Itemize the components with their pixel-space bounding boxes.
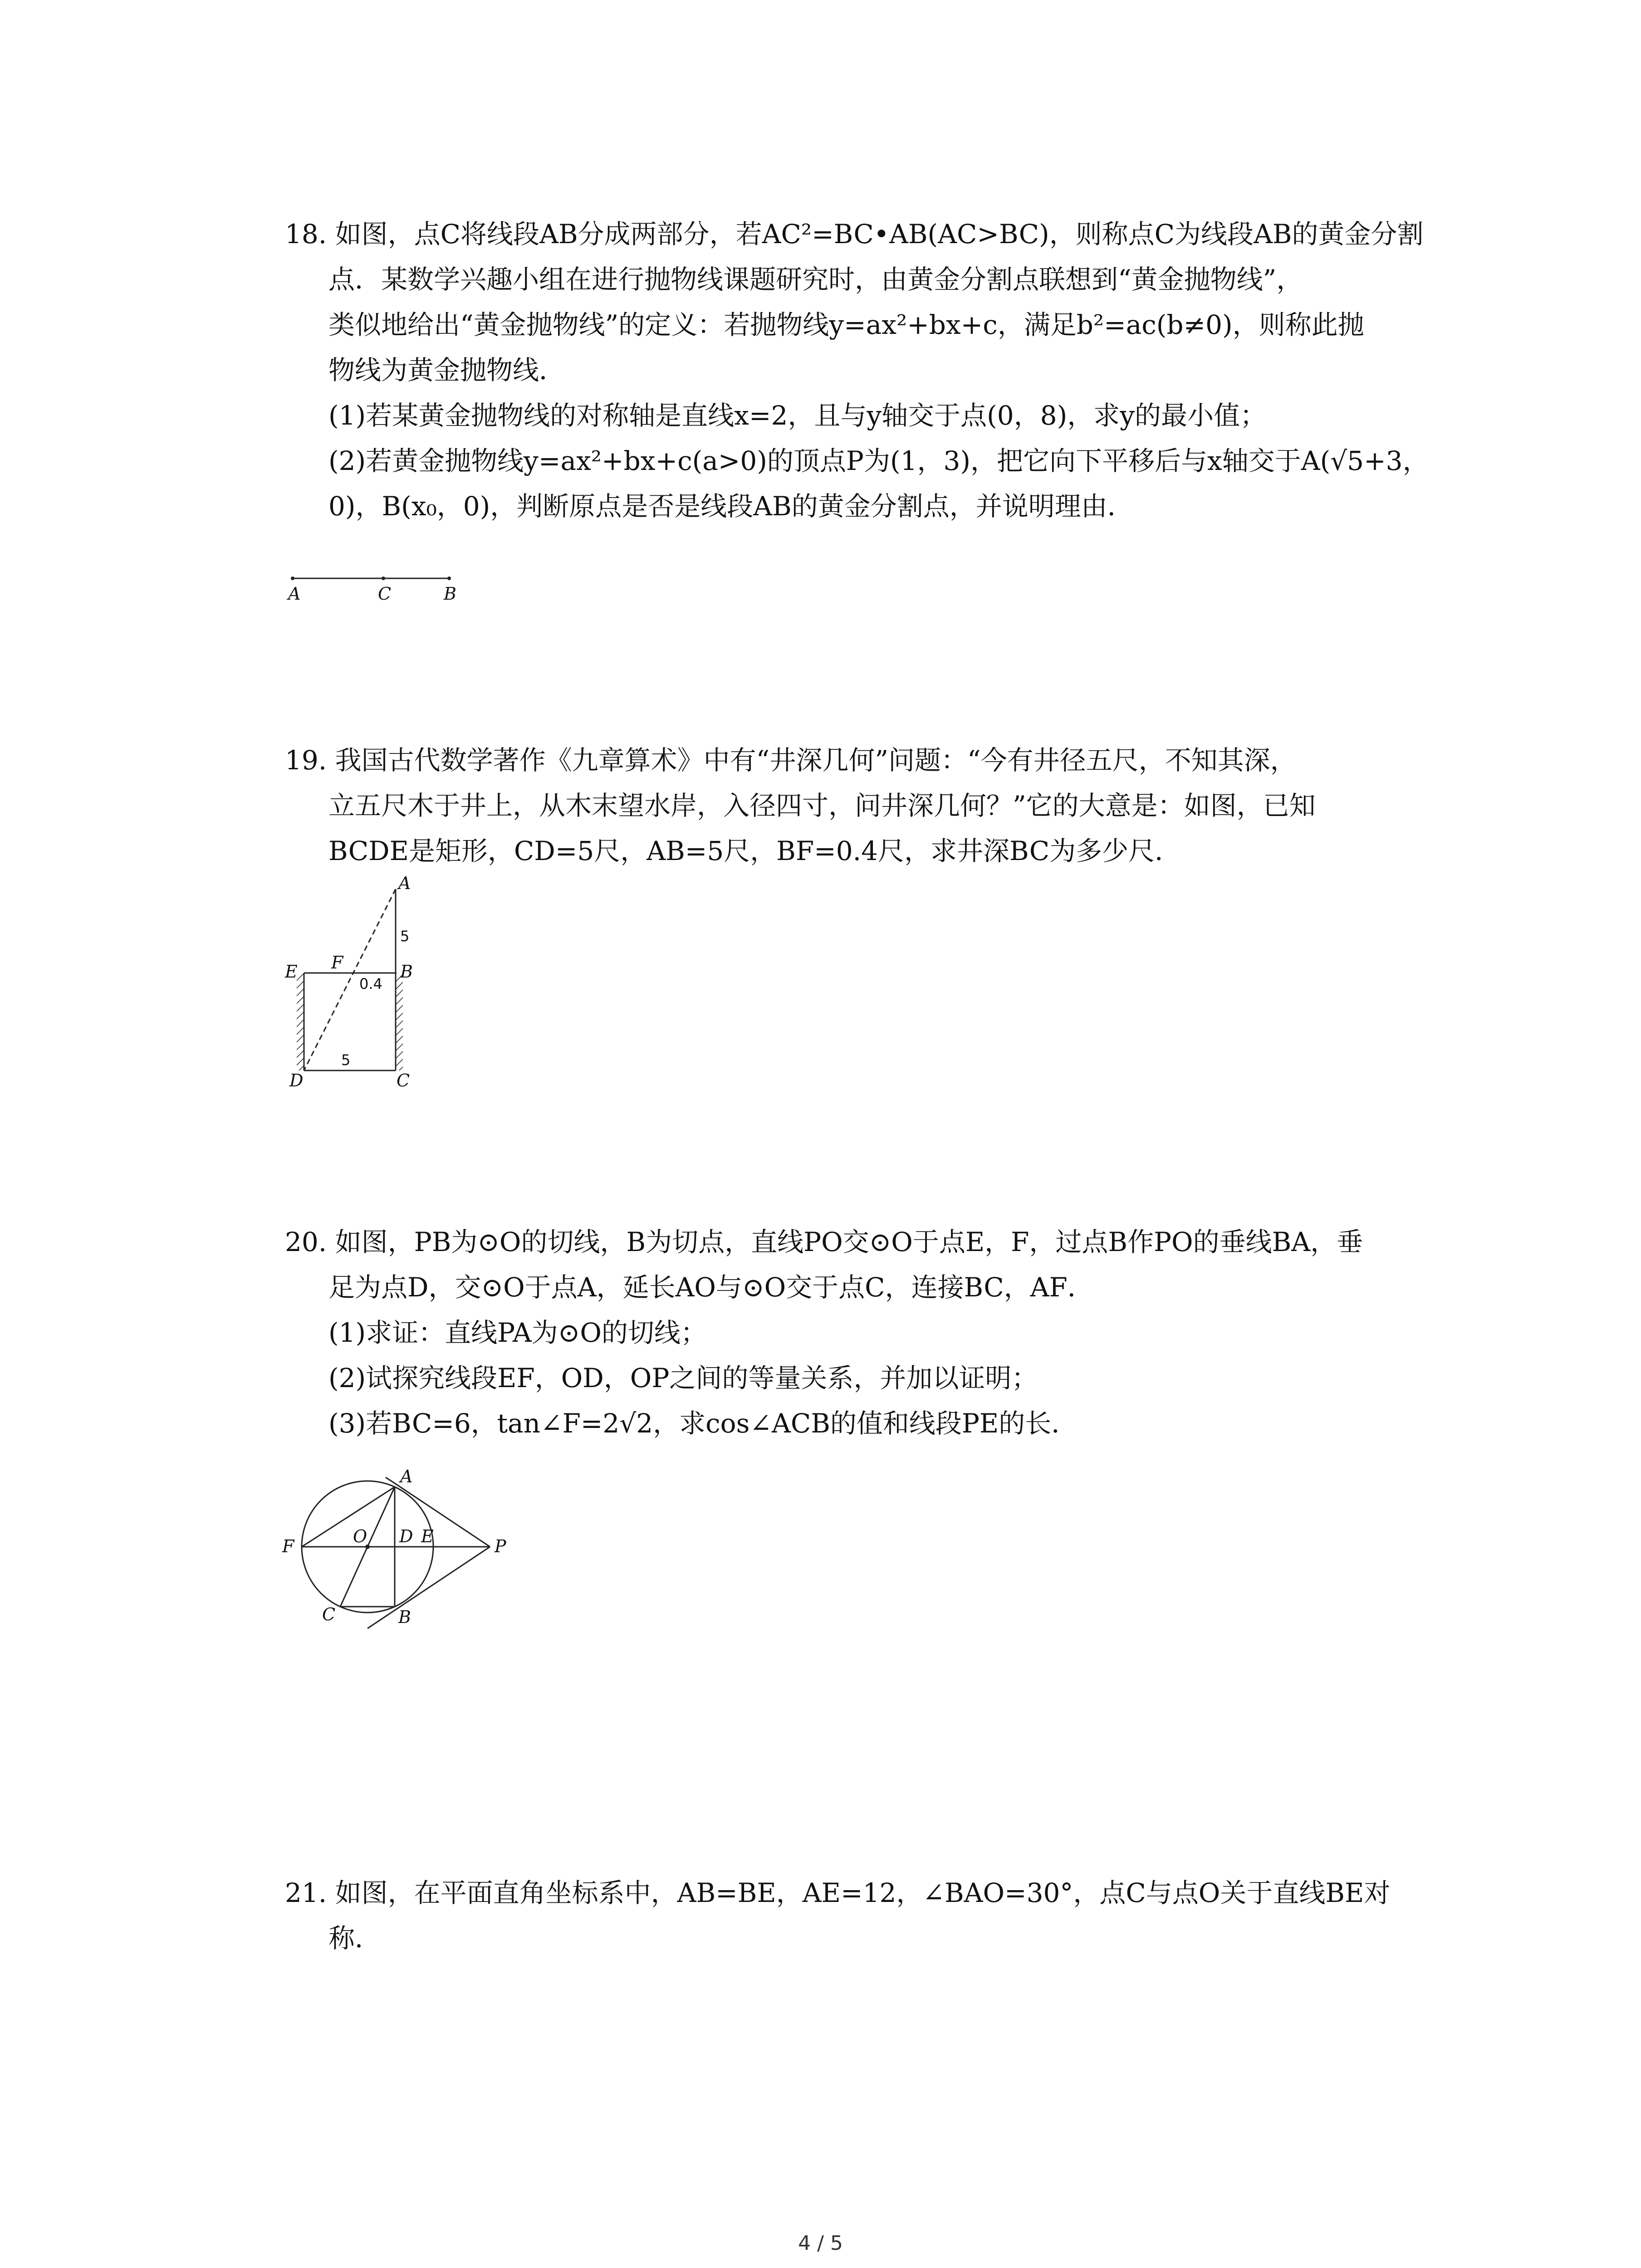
q20-label-a: A bbox=[400, 1466, 413, 1486]
q20-label-p: P bbox=[495, 1536, 506, 1556]
q19-label-c: C bbox=[397, 1070, 410, 1090]
q18-line-6: (2)若黄金抛物线y=ax²+bx+c(a>0)的顶点P为(1，3)，把它向下平移后与x轴交于A(√5+3， bbox=[328, 445, 1429, 476]
q18-line-7: 0)，B(x₀，0)，判断原点是否是线段AB的黄金分割点，并说明理由． bbox=[328, 491, 1134, 522]
q20-line-1: 20. 如图，PB为⊙O的切线，B为切点，直线PO交⊙O于点E，F，过点B作PO的垂线BA，垂 bbox=[285, 1227, 1363, 1257]
q19-label-f: F bbox=[331, 953, 343, 973]
q20-label-b: B bbox=[398, 1607, 411, 1627]
q19-line-2: 立五尺木于井上，从木末望水岸，入径四寸，问井深几何？”它的大意是：如图，已知 bbox=[328, 790, 1316, 821]
q21-line-1: 21. 如图，在平面直角坐标系中，AB=BE，AE=12，∠BAO=30°，点C与点O关于直线BE对 bbox=[285, 1877, 1391, 1908]
q20-line-2: 足为点D，交⊙O于点A，延长AO与⊙O交于点C，连接BC，AF． bbox=[328, 1272, 1094, 1303]
q19-length-ab: 5 bbox=[400, 928, 410, 945]
q19-label-b: B bbox=[400, 962, 413, 982]
q19-figure bbox=[281, 873, 426, 1090]
q20-figure bbox=[277, 1442, 513, 1642]
page-number: 4 / 5 bbox=[798, 2232, 843, 2255]
q18-line-5: (1)若某黄金抛物线的对称轴是直线x=2，且与y轴交于点(0，8)，求y的最小值； bbox=[328, 400, 1266, 431]
q19-line-1: 19. 我国古代数学著作《九章算术》中有“井深几何”问题：“今有井径五尺，不知其深， bbox=[285, 745, 1297, 776]
q20-label-o: O bbox=[353, 1526, 367, 1546]
q20-line-5: (3)若BC=6，tan∠F=2√2，求cos∠ACB的值和线段PE的长． bbox=[328, 1408, 1078, 1439]
q18-label-c: C bbox=[378, 584, 392, 604]
q18-figure bbox=[286, 567, 467, 608]
q19-label-d: D bbox=[289, 1070, 304, 1090]
q18-label-a: A bbox=[288, 584, 301, 604]
q20-line-4: (2)试探究线段EF，OD，OP之间的等量关系，并加以证明； bbox=[328, 1363, 1038, 1393]
q19-label-a: A bbox=[398, 873, 411, 893]
q20-label-c: C bbox=[322, 1604, 336, 1624]
q18-line-3: 类似地给出“黄金抛物线”的定义：若抛物线y=ax²+bx+c，满足b²=ac(b≠0)，则称此抛 bbox=[328, 309, 1364, 340]
q18-label-b: B bbox=[444, 584, 456, 604]
q20-label-d: D bbox=[399, 1526, 413, 1546]
q18-line-1: 18. 如图，点C将线段AB分成两部分，若AC²=BC•AB(AC>BC)，则称点C为线段AB的黄金分割 bbox=[285, 219, 1424, 249]
q19-length-bf: 0.4 bbox=[359, 975, 382, 992]
q19-length-cd: 5 bbox=[341, 1051, 351, 1069]
q18-line-4: 物线为黄金抛物线． bbox=[328, 355, 566, 386]
q21-line-2: 称． bbox=[328, 1923, 382, 1954]
q20-line-3: (1)求证：直线PA为⊙O的切线； bbox=[328, 1317, 707, 1348]
q20-label-f: F bbox=[282, 1536, 294, 1556]
q18-line-2: 点．某数学兴趣小组在进行抛物线课题研究时，由黄金分割点联想到“黄金抛物线”， bbox=[328, 264, 1303, 295]
q20-label-e: E bbox=[421, 1526, 434, 1546]
q19-line-3: BCDE是矩形，CD=5尺，AB=5尺，BF=0.4尺，求井深BC为多少尺． bbox=[328, 836, 1181, 866]
q19-label-e: E bbox=[285, 962, 298, 982]
